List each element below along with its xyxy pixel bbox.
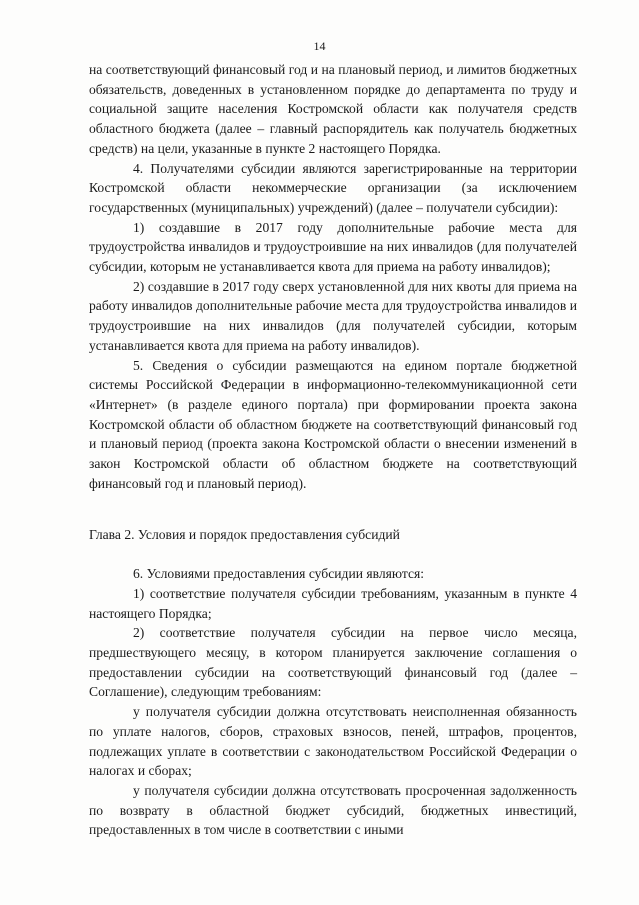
paragraph-subitem-6-1: 1) соответствие получателя субсидии требованиям, указанным в пункте 4 настоящего Порядка;	[89, 585, 577, 621]
paragraph-subitem-4-1: 1) создавшие в 2017 году дополнительные рабочие места для трудоустройства инвалидов и трудоустроившие на них инвалидов (для получателей субсидии, которым не устанавливается квота для приема на работу инвалидов);	[89, 219, 577, 275]
paragraph-item-4: 4. Получателями субсидии являются зарегистрированные на территории Костромской области некоммерческие организации (за исключением государственных (муниципальных) учреждений) (далее – получатели субсидии):	[89, 160, 577, 215]
paragraph-item-6: 6. Условиями предоставления субсидии являются:	[133, 566, 425, 582]
paragraph-subitem-4-2: 2) создавшие в 2017 году сверх установленной для них квоты для приема на работу инвалидов дополнительные рабочие места для трудоустройства инвалидов и трудоустроившие на них инвалидов (для получателей субсидии, которым устанавливается квота для приема на работу инвалидов).	[89, 278, 577, 353]
page-number: 14	[313, 39, 326, 53]
paragraph-requirement-taxes: у получателя субсидии должна отсутствовать неисполненная обязанность по уплате налогов, сборов, страховых взносов, пеней, штрафов, процентов, подлежащих уплате в соответствии с законодательством Российской Федерации о налогах и сборах;	[89, 704, 577, 779]
paragraph-continuation: на соответствующий финансовый год и на плановый период, и лимитов бюджетных обязательств, доведенных в установленном порядке до департамента по труду и социальной защите населения Костромской области как получателя средств областного бюджета (далее – главный распорядитель как получатель бюджетных средств) на цели, указанные в пункте 2 настоящего Порядка.	[89, 62, 577, 156]
paragraph-subitem-6-2: 2) соответствие получателя субсидии на первое число месяца, предшествующего месяцу, в котором планируется заключение соглашения о предоставлении субсидии на соответствующий финансовый год (далее – Соглашение), следующим требованиям:	[89, 625, 577, 700]
chapter-heading: Глава 2. Условия и порядок предоставления субсидий	[89, 527, 400, 543]
paragraph-item-5: 5. Сведения о субсидии размещаются на едином портале бюджетной системы Российской Федерации в информационно-телекоммуникационной сети «Интернет» (в разделе единого портала) при формировании проекта закона Костромской области об областном бюджете на соответствующий финансовый год и плановый период (проекта закона Костромской области о внесении изменений в закон Костромской области об областном бюджете на соответствующий финансовый год и плановый период).	[89, 357, 577, 491]
paragraph-requirement-debt: у получателя субсидии должна отсутствовать просроченная задолженность по возврату в областной бюджет субсидий, бюджетных инвестиций, предоставленных в том числе в соответствии с иными	[89, 782, 577, 838]
document-body	[89, 60, 577, 840]
